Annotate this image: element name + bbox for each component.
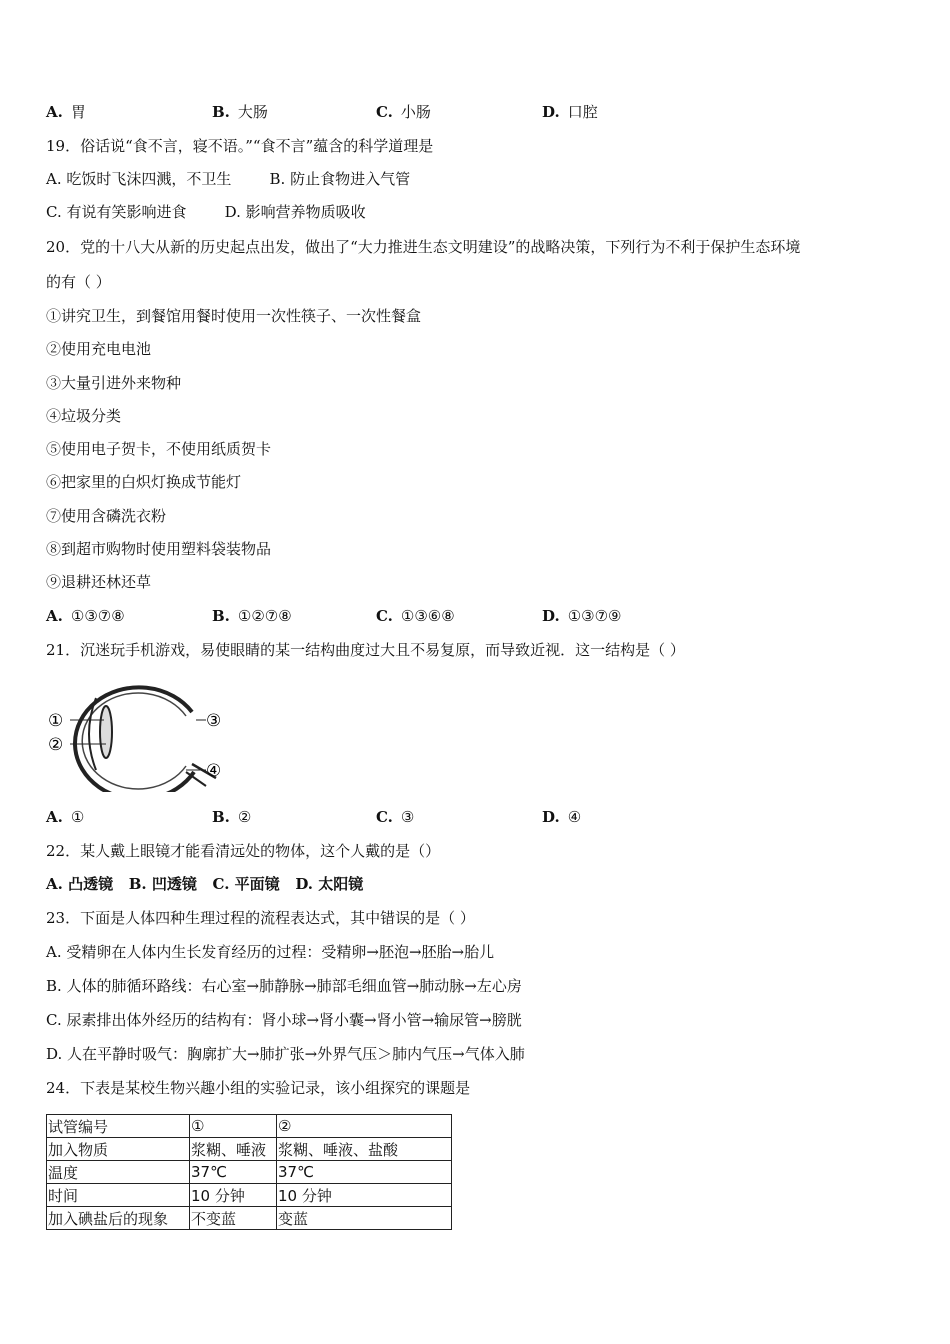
q20-item: ③大量引进外来物种 bbox=[46, 374, 182, 392]
q20-option-b: B. ①②⑦⑧ bbox=[212, 607, 292, 625]
experiment-table bbox=[46, 1114, 452, 1230]
table-cell: 温度 bbox=[47, 1161, 190, 1184]
q20-item: ⑧到超市购物时使用塑料袋装物品 bbox=[46, 540, 272, 558]
table-cell: 10 分钟 bbox=[277, 1184, 452, 1207]
q23-stem: 23．下面是人体四种生理过程的流程表达式，其中错误的是（ ） bbox=[46, 909, 475, 927]
table-cell: 不变蓝 bbox=[190, 1207, 277, 1230]
table-cell: 37℃ bbox=[277, 1161, 452, 1184]
q20-stem-line2: 的有（ ） bbox=[46, 273, 111, 291]
label-3: ③ bbox=[206, 711, 222, 731]
q20-item: ①讲究卫生，到餐馆用餐时使用一次性筷子、一次性餐盒 bbox=[46, 307, 422, 325]
q20-option-c: C. ①③⑥⑧ bbox=[376, 607, 455, 625]
table-row bbox=[47, 1138, 452, 1161]
label-2: ② bbox=[48, 735, 64, 755]
table-cell: ② bbox=[277, 1115, 452, 1138]
q18-option-d: D. 口腔 bbox=[542, 103, 598, 121]
q18-option-c: C. 小肠 bbox=[376, 103, 431, 121]
table-row bbox=[47, 1115, 452, 1138]
q24-stem: 24．下表是某校生物兴趣小组的实验记录，该小组探究的课题是 bbox=[46, 1079, 471, 1097]
q20-item: ⑤使用电子贺卡，不使用纸质贺卡 bbox=[46, 440, 272, 458]
table-cell: 时间 bbox=[47, 1184, 190, 1207]
q20-item: ⑦使用含磷洗衣粉 bbox=[46, 507, 167, 525]
table-cell: 加入碘盐后的现象 bbox=[47, 1207, 190, 1230]
table-row bbox=[47, 1207, 452, 1230]
q20-stem-line1: 20．党的十八大从新的历史起点出发，做出了“大力推进生态文明建设”的战略决策，下列行为不利于保护生态环境 bbox=[46, 238, 801, 256]
q23-option-b: B. 人体的肺循环路线：右心室→肺静脉→肺部毛细血管→肺动脉→左心房 bbox=[46, 977, 522, 995]
q22-options: A. 凸透镜 B. 凹透镜 C. 平面镜 D. 太阳镜 bbox=[46, 875, 364, 893]
q20-option-d: D. ①③⑦⑨ bbox=[542, 607, 622, 625]
table-cell: 变蓝 bbox=[277, 1207, 452, 1230]
q23-option-a: A. 受精卵在人体内生长发育经历的过程：受精卵→胚泡→胚胎→胎儿 bbox=[46, 943, 495, 961]
table-cell: 浆糊、唾液、盐酸 bbox=[277, 1138, 452, 1161]
table-cell: 试管编号 bbox=[47, 1115, 190, 1138]
q21-option-c: C. ③ bbox=[376, 808, 415, 826]
table-cell: 37℃ bbox=[190, 1161, 277, 1184]
lens bbox=[100, 706, 112, 758]
label-4: ④ bbox=[206, 761, 222, 781]
q19-options-row1: A. 吃饭时飞沫四溅，不卫生 B. 防止食物进入气管 bbox=[46, 170, 411, 188]
table-cell: ① bbox=[190, 1115, 277, 1138]
table-cell: 浆糊、唾液 bbox=[190, 1138, 277, 1161]
q18-option-b: B. 大肠 bbox=[212, 103, 268, 121]
table-cell: 加入物质 bbox=[47, 1138, 190, 1161]
q19-options-row2: C. 有说有笑影响进食 D. 影响营养物质吸收 bbox=[46, 203, 366, 221]
q21-stem: 21．沉迷玩手机游戏，易使眼睛的某一结构曲度过大且不易复原，而导致近视．这一结构是（ ） bbox=[46, 641, 685, 659]
q23-option-c: C. 尿素排出体外经历的结构有：肾小球→肾小囊→肾小管→输尿管→膀胱 bbox=[46, 1011, 522, 1029]
q19-stem: 19．俗话说“食不言，寝不语。”“食不言”蕴含的科学道理是 bbox=[46, 137, 434, 155]
eye-diagram bbox=[46, 676, 236, 792]
q21-option-a: A. ① bbox=[46, 808, 85, 826]
q20-option-a: A. ①③⑦⑧ bbox=[46, 607, 125, 625]
table-row bbox=[47, 1161, 452, 1184]
q20-item: ⑨退耕还林还草 bbox=[46, 573, 152, 591]
q22-stem: 22．某人戴上眼镜才能看清远处的物体，这个人戴的是（） bbox=[46, 842, 441, 860]
q18-option-a: A. 胃 bbox=[46, 103, 86, 121]
q21-option-b: B. ② bbox=[212, 808, 252, 826]
eyeball-inner-wall bbox=[82, 693, 186, 789]
q23-option-d: D. 人在平静时吸气：胸廓扩大→肺扩张→外界气压＞肺内气压→气体入肺 bbox=[46, 1045, 525, 1063]
label-1: ① bbox=[48, 711, 64, 731]
q20-item: ②使用充电电池 bbox=[46, 340, 152, 358]
q20-item: ⑥把家里的白炽灯换成节能灯 bbox=[46, 473, 242, 491]
table-cell: 10 分钟 bbox=[190, 1184, 277, 1207]
q21-option-d: D. ④ bbox=[542, 808, 582, 826]
table-row bbox=[47, 1184, 452, 1207]
q20-item: ④垃圾分类 bbox=[46, 407, 122, 425]
